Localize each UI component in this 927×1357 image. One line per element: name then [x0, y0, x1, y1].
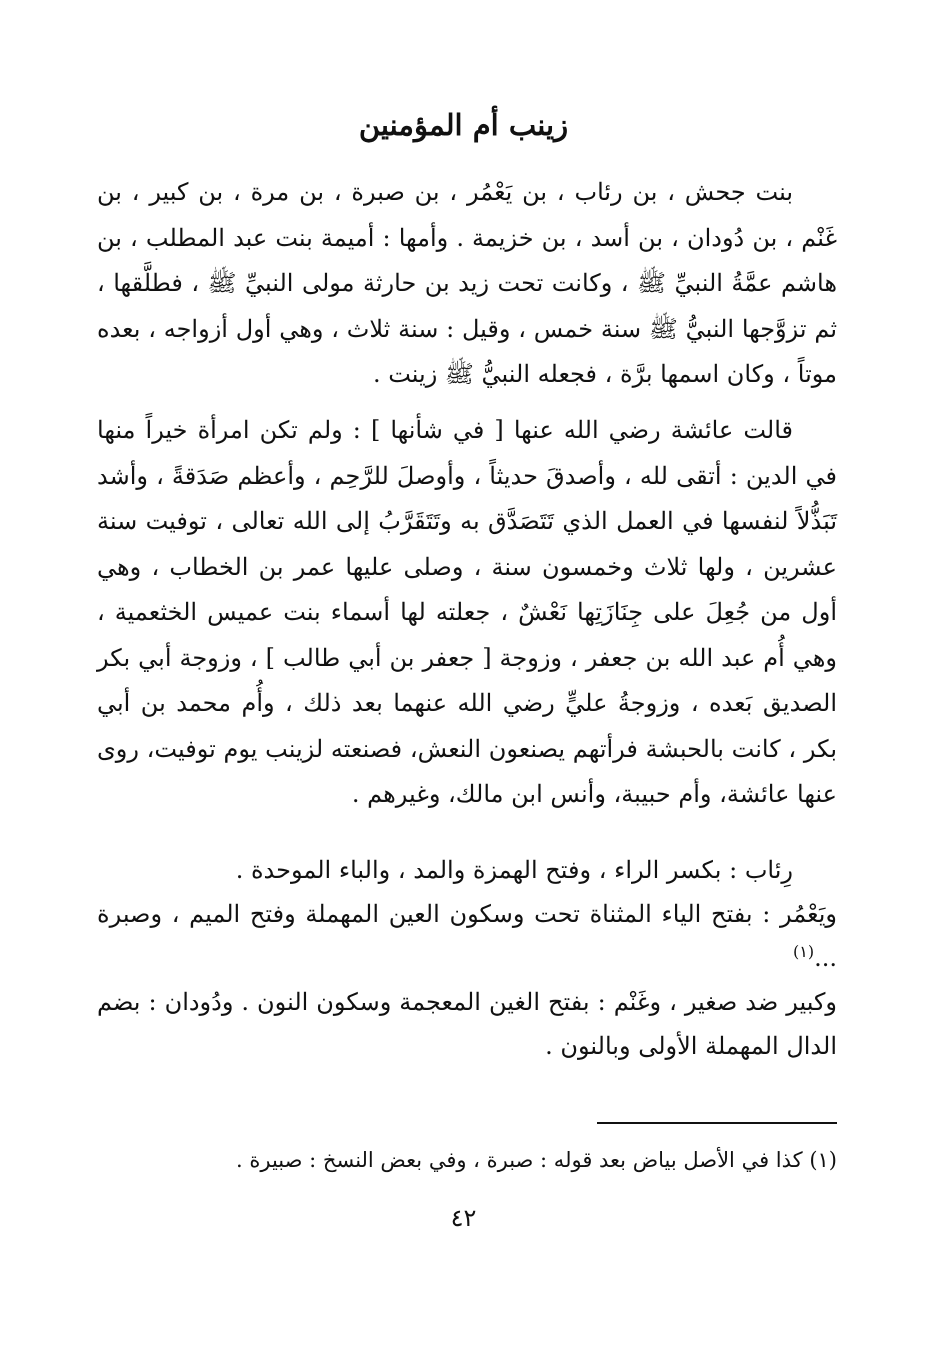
biography-paragraph	[97, 170, 837, 398]
paragraph-text: قالت عائشة رضي الله عنها [ في شأنها ] : ولم تكن امرأة خيراً منها في الدين : أتقى لله ، وأصدقَ حديثاً ، وأوصلَ للرَّحِم ، وأعظم صَدَقةً ، وأشد تَبَذُّلاً لنفسها في العمل الذي تَتَصَدَّق به وتَتَقَرَّبُ إلى الله تعالى ، توفيت سنة عشرين ، ولها ثلاث وخمسون سنة ، وصلى عليها عمر بن الخطاب ، وهي أول من جُعِلَ على جِنَازَتِها نَعْشٌ ، جعلته لها أسماء بنت عميس الخثعمية ، وهي أُم عبد الله بن جعفر ، وزوجة [ جعفر بن أبي طالب ] ، وزوجة أبي بكر الصديق بَعده ، وزوجةُ عليٍّ رضي الله عنهما بعد ذلك ، وأُم محمد بن أبي بكر ، كانت بالحبشة فرأتهم يصنعون النعش، فصنعته لزينب يوم توفيت، روى عنها عائشة، وأم حبيبة، وأنس ابن مالك، وغيرهم .	[97, 416, 838, 808]
paragraph-text: بنت جحش ، بن رئاب ، بن يَعْمُر ، بن صبرة ، بن مرة ، بن كبير ، بن غَنْم ، بن دُودان ، بن أسد ، بن خزيمة . وأمها : أميمة بنت عبد المطلب ، بن هاشم عمَّةُ النبيِّ ﷺ ، وكانت تحت زيد بن حارثة مولى النبيِّ ﷺ ، فطلَّقها ، ثم تزوَّجها النبيُّ ﷺ سنة خمس ، وقيل : سنة ثلاث ، وهي أول أزواجه ، بعده موتاً ، وكان اسمها برَّة ، فجعله النبيُّ ﷺ زينت .	[97, 178, 837, 388]
page-number: ٤٢	[450, 1204, 477, 1232]
pronunciation-notes	[97, 848, 837, 1068]
note-text: ويَعْمُر : بفتح الياء المثناة تحت وسكون العين المهملة وفتح الميم ، وصبرة ...	[97, 900, 837, 972]
aisha-quote-paragraph	[97, 408, 837, 818]
note-line-kabir: وكبير ضد صغير ، وغَنْم : بفتح الغين المعجمة وسكون النون . ودُودان : بضم الدال المهملة الأولى وبالنون .	[97, 988, 837, 1060]
footnote-reference: (١)	[793, 942, 815, 961]
page-title: زينب أم المؤمنين	[358, 108, 569, 142]
footnote-divider	[597, 1122, 837, 1124]
note-line-yamur	[97, 892, 837, 980]
note-line-riab: رِئاب : بكسر الراء ، وفتح الهمزة والمد ، والباء الموحدة .	[235, 856, 793, 884]
footnote: (١) كذا في الأصل بياض بعد قوله : صبرة ، وفي بعض النسخ : صبيرة .	[236, 1148, 837, 1172]
